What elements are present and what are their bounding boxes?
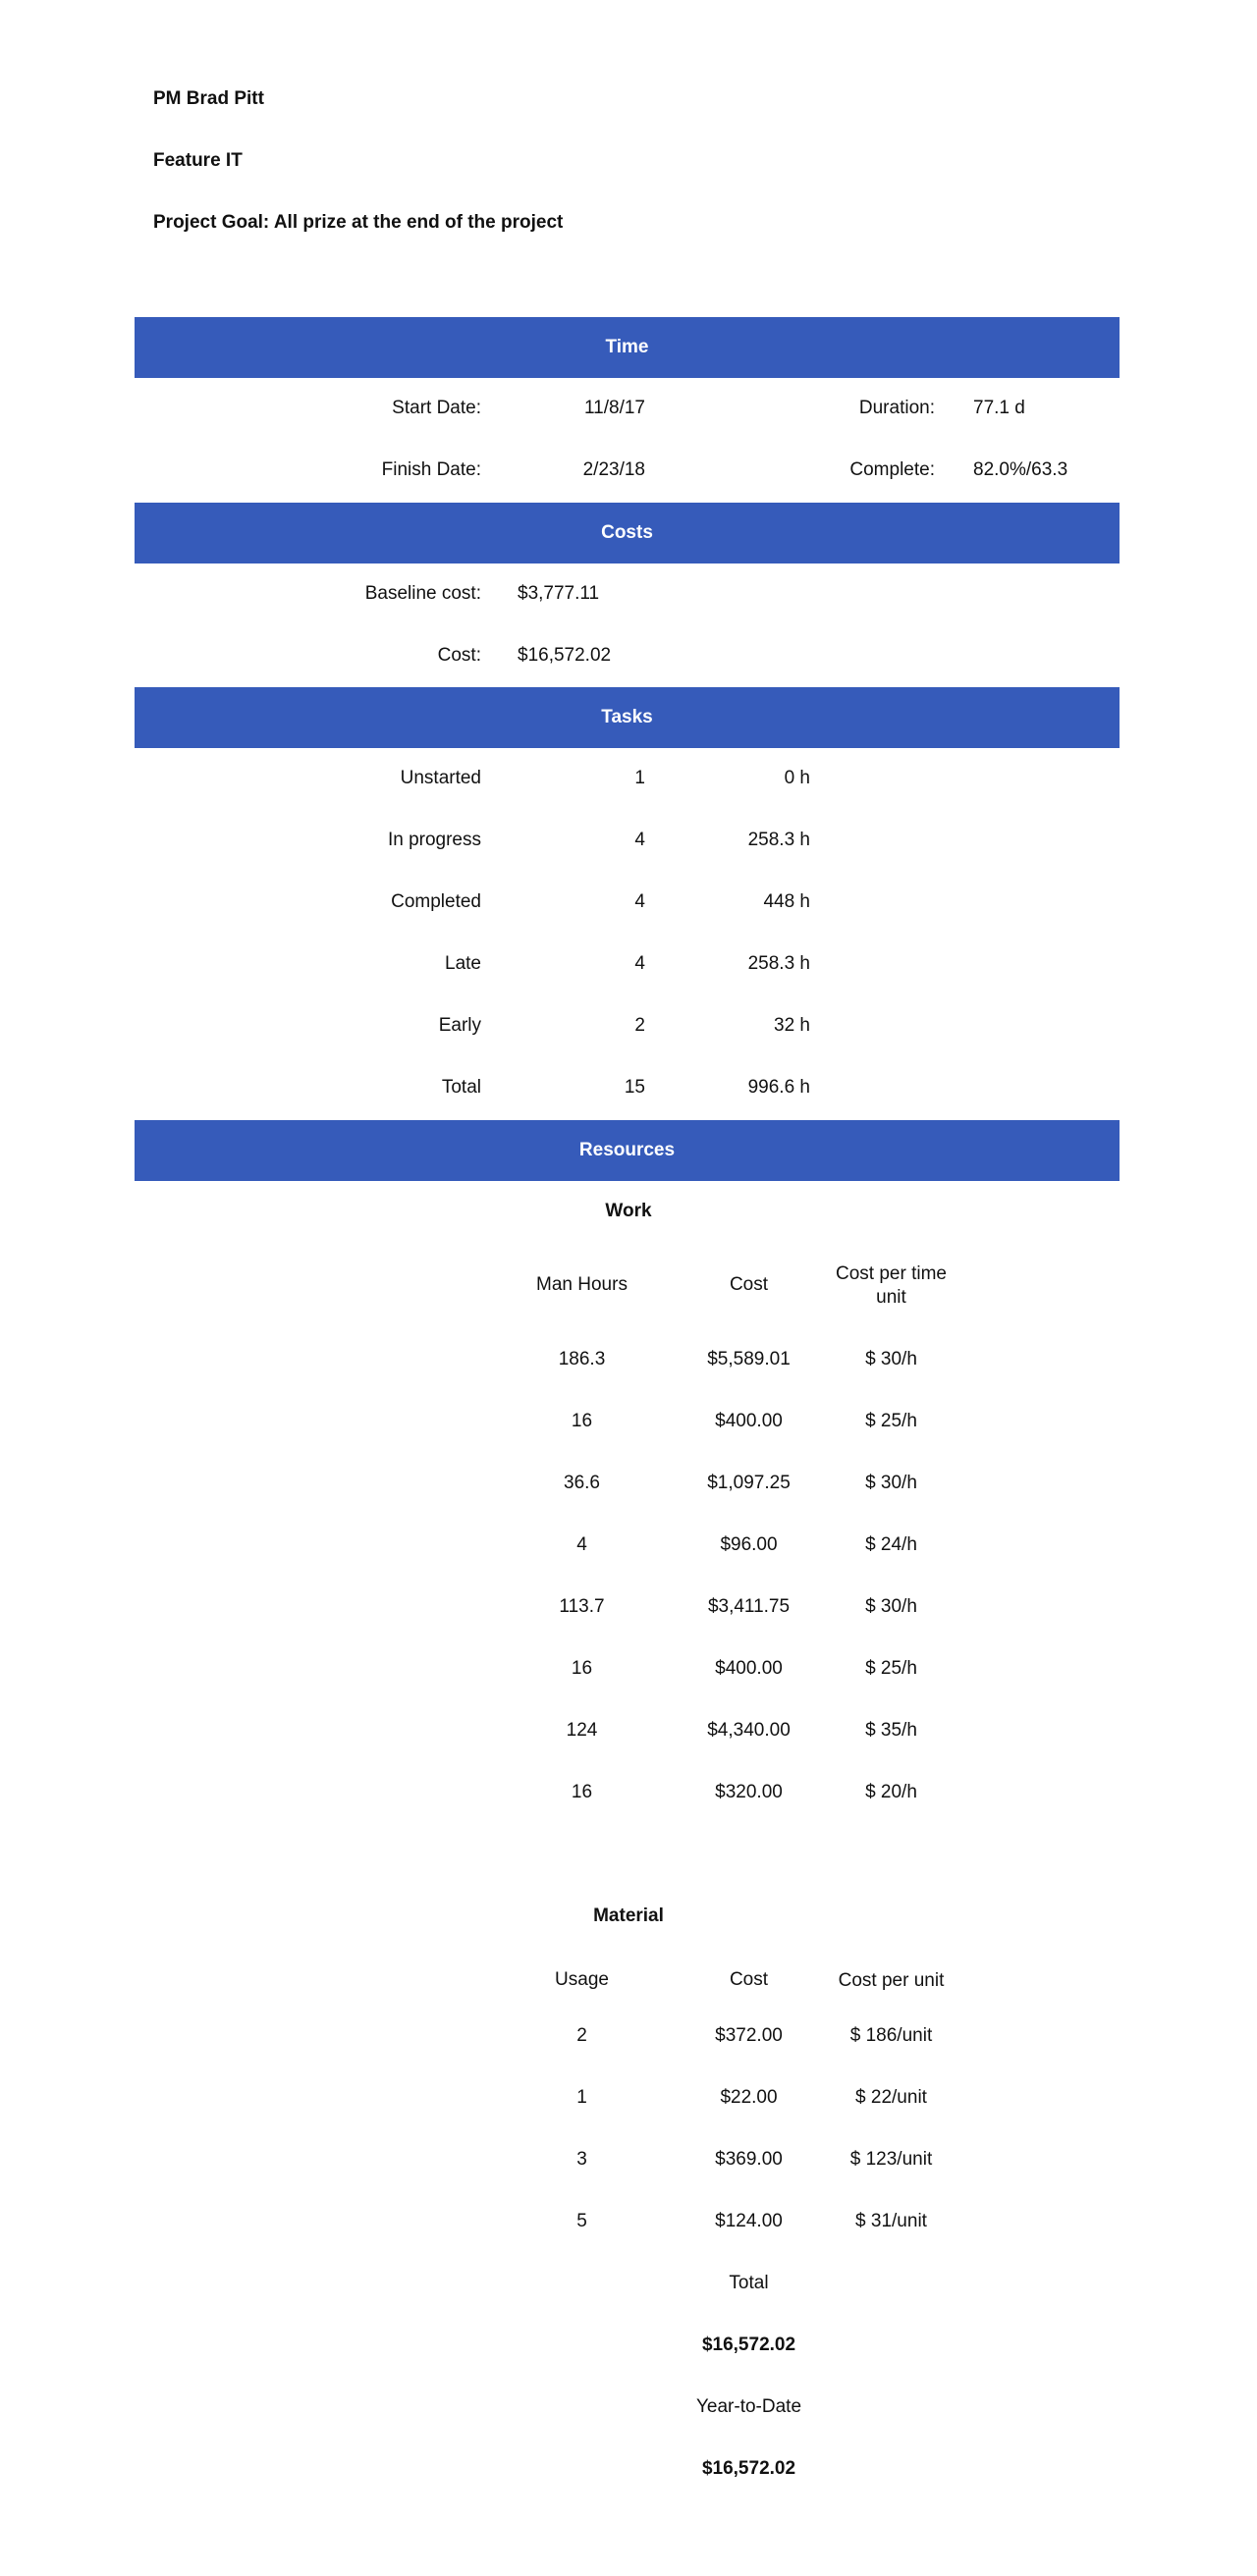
work-row-man-hours: 16 [571,1782,593,1802]
finish-date-value: 2/23/18 [582,459,645,480]
work-row-cost: $1,097.25 [707,1473,791,1493]
work-header-cost: Cost [729,1274,769,1295]
task-row-count: 4 [634,830,645,850]
work-row-man-hours: 113.7 [559,1596,605,1617]
task-row-label: Total [441,1077,481,1098]
task-row-hours: 996.6 h [747,1077,810,1098]
material-row-rate: $ 123/unit [849,2149,933,2170]
costs-section-header: Costs [135,503,1120,564]
work-row-rate: $ 25/h [865,1411,917,1431]
work-row-cost: $400.00 [715,1658,783,1679]
feature-name: Feature IT [153,150,243,171]
work-header-cost-per-unit: Cost per time unit [836,1263,947,1308]
task-row-label: Late [445,953,481,974]
work-row-rate: $ 25/h [865,1658,917,1679]
tasks-section-header: Tasks [135,687,1120,748]
total-label: Total [729,2273,769,2293]
complete-value: 82.0%/63.3 [973,459,1068,480]
task-row-count: 4 [634,953,645,974]
material-header-cost-per-unit: Cost per unit [838,1970,945,1991]
work-row-man-hours: 16 [571,1658,593,1679]
work-row-rate: $ 20/h [865,1782,917,1802]
task-row-label: Completed [391,891,481,912]
task-row-hours: 258.3 h [747,830,810,850]
material-row-cost: $124.00 [715,2211,783,2231]
cost-value: $16,572.02 [518,645,612,666]
finish-date-label: Finish Date: [381,459,481,480]
year-to-date-label: Year-to-Date [695,2396,802,2417]
work-row-man-hours: 36.6 [564,1473,600,1493]
work-header-man-hours: Man Hours [536,1274,628,1295]
time-section-header: Time [135,317,1120,378]
material-row-usage: 3 [576,2149,587,2170]
work-row-rate: $ 24/h [865,1534,917,1555]
baseline-cost-value: $3,777.11 [518,583,600,604]
task-row-hours: 32 h [774,1015,810,1036]
work-row-cost: $96.00 [720,1534,778,1555]
work-subtitle: Work [605,1201,652,1221]
material-row-cost: $22.00 [720,2087,778,2108]
total-value: $16,572.02 [701,2334,796,2355]
resources-section-header: Resources [135,1120,1120,1181]
start-date-label: Start Date: [392,398,481,418]
material-row-rate: $ 31/unit [855,2211,927,2231]
material-subtitle: Material [593,1905,664,1926]
work-row-rate: $ 30/h [865,1473,917,1493]
work-row-man-hours: 186.3 [558,1349,606,1369]
work-row-cost: $320.00 [715,1782,783,1802]
material-row-usage: 1 [576,2087,587,2108]
task-row-label: In progress [387,830,481,850]
project-manager: PM Brad Pitt [153,88,264,109]
material-header-usage: Usage [555,1969,609,1990]
task-row-hours: 0 h [784,768,810,788]
work-row-cost: $400.00 [715,1411,783,1431]
material-row-rate: $ 186/unit [849,2025,933,2046]
start-date-value: 11/8/17 [584,398,645,418]
material-row-cost: $372.00 [715,2025,783,2046]
task-row-count: 4 [634,891,645,912]
work-row-man-hours: 16 [571,1411,593,1431]
work-row-cost: $4,340.00 [707,1720,791,1741]
material-row-usage: 5 [576,2211,587,2231]
work-row-rate: $ 30/h [865,1349,917,1369]
duration-value: 77.1 d [973,398,1025,418]
material-row-rate: $ 22/unit [855,2087,927,2108]
work-row-rate: $ 30/h [865,1596,917,1617]
task-row-hours: 258.3 h [747,953,810,974]
complete-label: Complete: [849,459,935,480]
task-row-count: 2 [634,1015,645,1036]
year-to-date-value: $16,572.02 [701,2458,796,2479]
work-row-man-hours: 4 [576,1534,587,1555]
material-row-cost: $369.00 [715,2149,783,2170]
project-goal: Project Goal: All prize at the end of the project [153,212,564,233]
task-row-hours: 448 h [763,891,810,912]
cost-label: Cost: [437,645,481,666]
material-row-usage: 2 [576,2025,587,2046]
work-row-man-hours: 124 [566,1720,598,1741]
work-row-cost: $3,411.75 [707,1596,791,1617]
task-row-count: 15 [624,1077,645,1098]
duration-label: Duration: [858,398,935,418]
task-row-label: Unstarted [400,768,481,788]
task-row-count: 1 [634,768,645,788]
baseline-cost-label: Baseline cost: [364,583,481,604]
material-header-cost: Cost [729,1969,769,1990]
work-row-rate: $ 35/h [865,1720,917,1741]
work-row-cost: $5,589.01 [707,1349,791,1369]
task-row-label: Early [438,1015,481,1036]
